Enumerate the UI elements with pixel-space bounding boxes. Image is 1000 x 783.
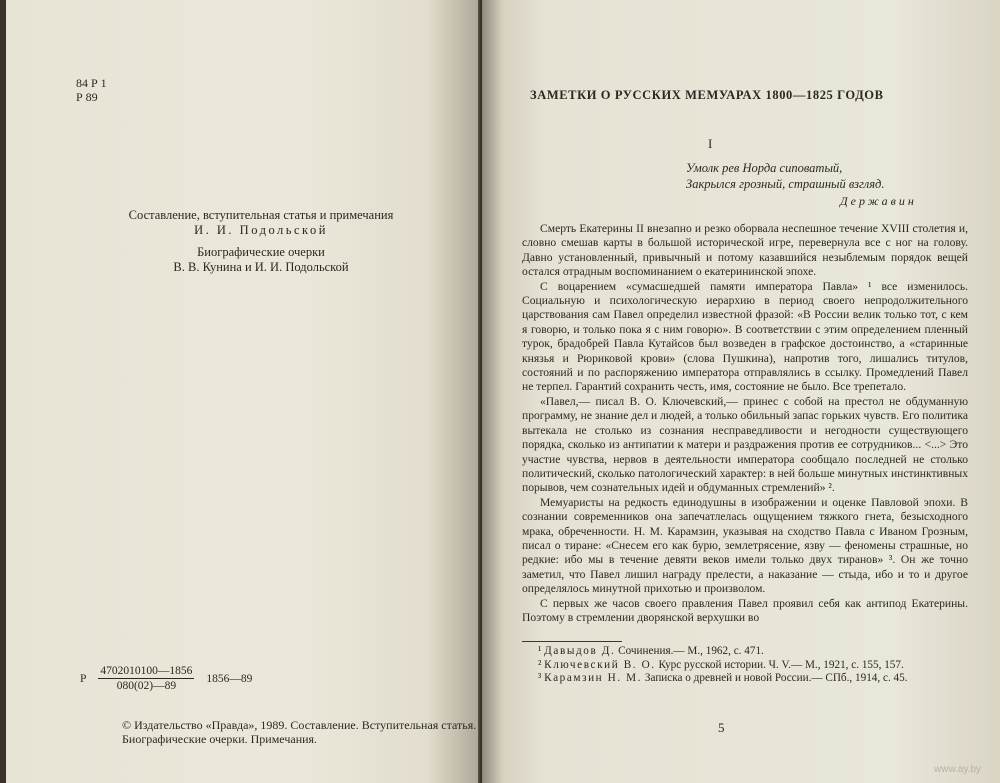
credits-compilation: Составление, вступительная статья и примечания xyxy=(128,208,394,222)
footnote-1-author: Давыдов Д. xyxy=(544,645,616,657)
classification-code-secondary: Р 89 xyxy=(76,90,98,104)
credits-biographies: Биографические очерки xyxy=(197,245,325,259)
page-number: 5 xyxy=(718,720,725,735)
catalog-denominator: 080(02)—89 xyxy=(116,680,177,692)
paragraph-2: С воцарением «сумасшедшей памяти императора Павла» ¹ все изменилось. Социальную и психологическую иерархию в период своего непродолжительного царствования сам Павел определил известной фразой: «В России велик только тот, с кем я говорю, и только пока я с ним говорю». В соответствии с этим определением пленный турок, брадобрей Павла Кутайсов был возведен в графское достоинство, а «старинные князья и Рюриковой крови» (слова Пушкина), напротив того, лишались титулов, состояний и по распоряжению императора отправлялись в ссылку. Промедлений Павел не терпел. Гарантий сохранить честь, имя, состояние не было. Все трепетало. xyxy=(522,279,968,394)
catalog-index xyxy=(80,664,252,693)
footnote-3-author: Карамзин Н. М. xyxy=(544,672,643,685)
paragraph-4: Мемуаристы на редкость единодушны в изображении и оценке Павловой эпохи. В сознании современников она запечатлелась ощущением тяжкого гнета, безысходного мрака, обреченности. Н. М. Карамзин, указывая на сходство Павла с Иваном Грозным, писал о тиране: «Снесем его как бурю, землетрясение, язву — феномены страшные, но редкие: ибо мы в течение девяти веков имели только двух тиранов» ³. Он же точно заметил, что Павел лишил награду прелести, а наказание — стыда, ибо и то и другое определялось минутной прихотью и произволом. xyxy=(522,495,968,596)
paragraph-5: С первых же часов своего правления Павел проявил себя как антипод Екатерины. Поэтому в стремлении дворянской верхушки во xyxy=(522,596,968,624)
paragraph-3: «Павел,— писал В. О. Ключевский,— принес с собой на престол не обдуманную программу, не знание дел и людей, а только обильный запас горьких чувств. Его политика вытекала не столько из сознания несправедливости и негодности существующего порядка, сколько из антипатии к матери и раздражения против ее сотрудников... <...> Это участие чувства, нервов в деятельности императора сообщало последней не столько политический, сколько патологический характер: в ней больше минутных инстинктивных порывов, чем сознательных идей и обдуманных стремлений» ². xyxy=(522,394,968,495)
section-number: I xyxy=(708,136,713,151)
footnote-3-text: Записка о древней и новой России.— СПб., 1914, с. 45. xyxy=(644,672,908,685)
copyright-notice: © Издательство «Правда», 1989. Составление. Вступительная статья. Биографические очерки. Примечания. xyxy=(122,718,477,746)
left-page xyxy=(0,0,484,783)
credits-compiler-name: И. И. Подольской xyxy=(194,223,328,237)
footnote-1: ¹ Давыдов Д. Сочинения.— М., 1962, с. 471. xyxy=(538,645,764,657)
classification-code: 84 Р 1 xyxy=(76,76,107,90)
watermark: www.ay.by xyxy=(934,764,982,775)
catalog-prefix: Р xyxy=(80,672,87,685)
catalog-suffix: 1856—89 xyxy=(206,672,253,685)
paragraph-1: Смерть Екатерины II внезапно и резко оборвала неспешное течение XVIII столетия и, словно смешав карты в большой исторической игре, перевернула все с ног на голову. Давно установленный, привычный и потому казавшийся незыблемым порядок вещей остался отрадным воспоминанием о екатерининской эпохе. xyxy=(522,222,968,279)
catalog-numerator: 4702010100—1856 xyxy=(100,665,193,677)
credits-block xyxy=(106,208,416,275)
epigraph-line-1: Умолк рев Норда сиповатый, xyxy=(686,161,843,175)
epigraph-author: Державин xyxy=(840,194,917,208)
credits-biographers-names: В. В. Кунина и И. И. Подольской xyxy=(173,260,349,274)
footnote-3: ³ Карамзин Н. М. Записка о древней и новой России.— СПб., 1914, с. 45. xyxy=(538,672,908,685)
epigraph-line-2: Закрылся грозный, страшный взгляд. xyxy=(686,177,885,191)
footnotes xyxy=(522,645,968,686)
main-text xyxy=(522,222,968,625)
chapter-title: ЗАМЕТКИ О РУССКИХ МЕМУАРАХ 1800—1825 ГОДОВ xyxy=(530,88,884,102)
right-page xyxy=(482,0,1000,783)
footnote-2: ² Ключевский В. О. Курс русской истории. Ч. V.— М., 1921, с. 155, 157. xyxy=(538,658,904,671)
footnote-2-text: Курс русской истории. Ч. V.— М., 1921, с. 155, 157. xyxy=(658,658,904,671)
footnote-1-text: Сочинения.— М., 1962, с. 471. xyxy=(618,645,764,657)
catalog-fraction xyxy=(98,664,194,693)
footnote-divider xyxy=(522,641,622,642)
footnote-2-author: Ключевский В. О. xyxy=(544,658,656,671)
